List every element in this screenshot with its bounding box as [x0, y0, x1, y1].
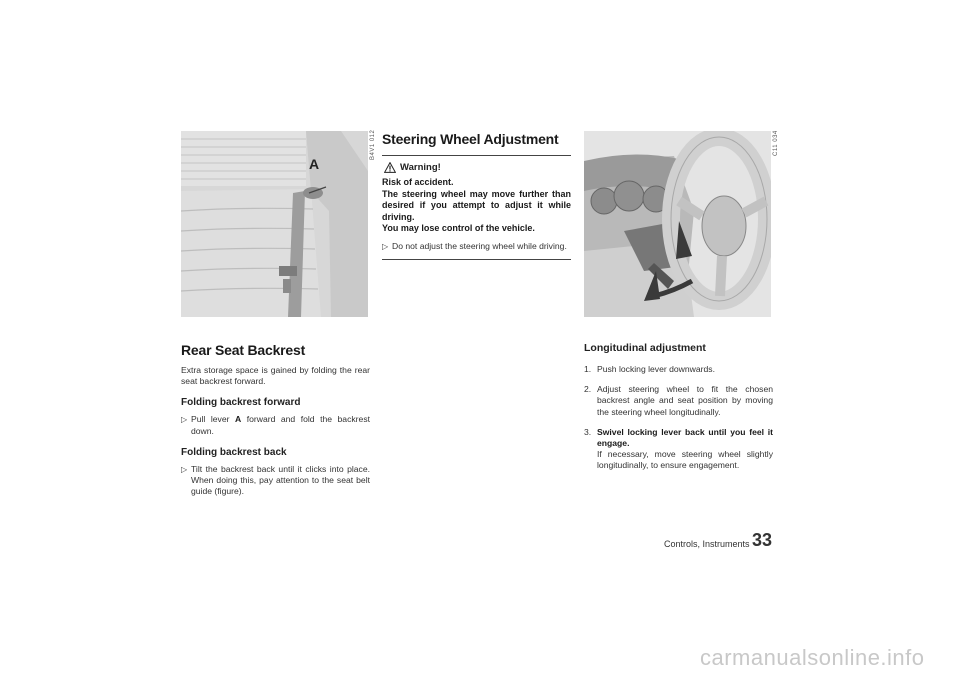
site-watermark: carmanualsonline.info [700, 645, 925, 670]
folding-forward-step: ▷ Pull lever A forward and fold the backrest down. [181, 414, 371, 436]
warning-triangle-icon [384, 162, 396, 173]
warning-line-2: The steering wheel may move further than desired if you attempt to adjust it while driving. [382, 188, 571, 222]
figure-code-left: B4V1 012 [370, 129, 376, 160]
middle-column [382, 131, 571, 147]
warning-box [382, 155, 571, 260]
folding-back-step: ▷ Tilt the backrest back until it clicks into place. When doing this, pay attention to the seat belt guide (figure). [181, 463, 370, 497]
step-arrow-icon: ▷ [181, 415, 188, 425]
rear-seat-figure [181, 131, 368, 317]
warning-line-3: You may lose control of the vehicle. [382, 223, 535, 233]
steering-wheel-figure [584, 131, 771, 317]
warning-label: Warning! [400, 162, 441, 173]
warning-line-1: Risk of accident. [382, 177, 454, 187]
figure-label-a: A [309, 156, 320, 172]
folding-back-heading: Folding backrest back [181, 446, 287, 458]
figure-code-right: C11 034 [773, 130, 779, 156]
footer-section-title: Controls, Instruments [664, 539, 750, 549]
steering-title: Steering Wheel Adjustment [382, 131, 559, 147]
list-item: 1. Push locking lever downwards. [584, 364, 715, 374]
lever-label: A [234, 414, 242, 425]
rear-seat-intro: Extra storage space is gained by folding the rear seat backrest forward. [181, 365, 370, 387]
rear-seat-title: Rear Seat Backrest [181, 342, 306, 358]
warning-step: ▷ Do not adjust the steering wheel while driving. [382, 240, 567, 251]
list-item: 3. Swivel locking lever back until you feel it engage. If necessary, move steering wheel slightly longitudinally, to ensure engagement. [584, 426, 773, 471]
list-item: 2. Adjust steering wheel to fit the chosen backrest angle and seat position by moving the steering wheel longitudinally. [584, 384, 773, 417]
folding-forward-heading: Folding backrest forward [181, 397, 301, 409]
step-arrow-icon: ▷ [382, 241, 389, 251]
left-column [181, 342, 370, 497]
page-number: 33 [752, 530, 773, 550]
right-column [584, 342, 773, 472]
longitudinal-heading: Longitudinal adjustment [584, 342, 706, 354]
step-arrow-icon: ▷ [181, 464, 188, 474]
